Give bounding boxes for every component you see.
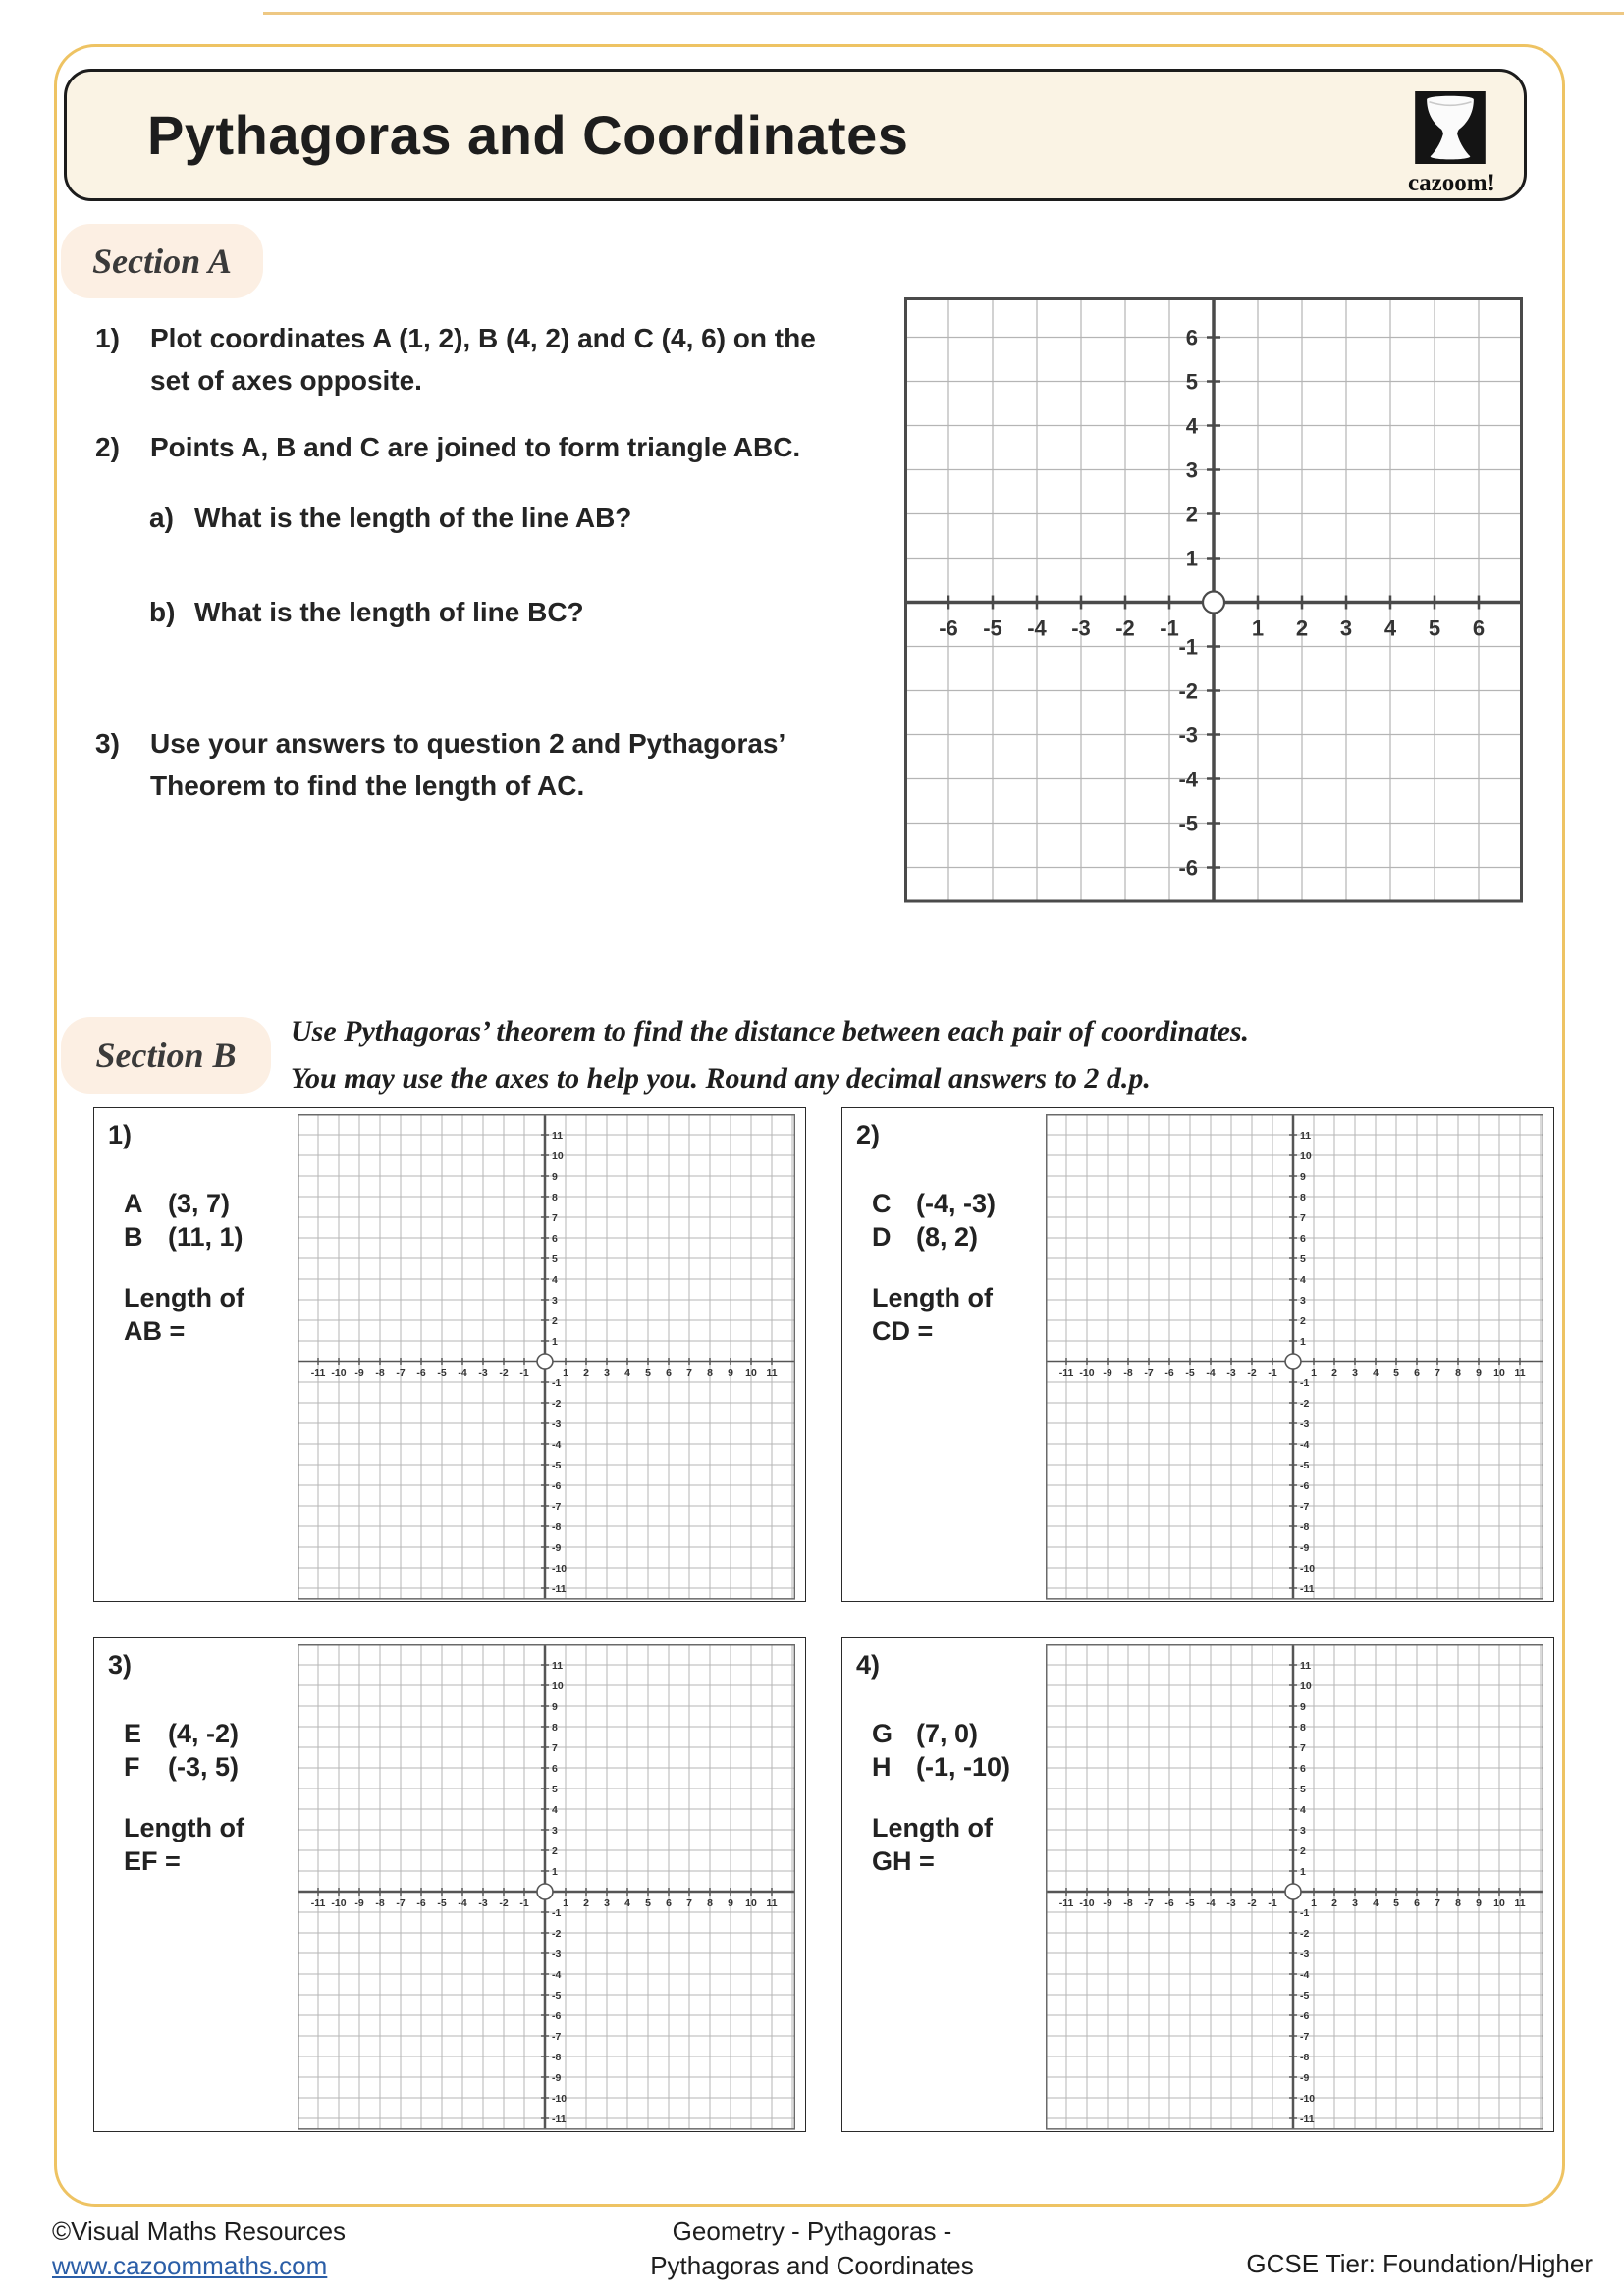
svg-text:5: 5 xyxy=(1299,1784,1306,1795)
svg-text:-1: -1 xyxy=(519,1897,529,1909)
svg-text:-4: -4 xyxy=(1206,1897,1216,1909)
svg-text:3: 3 xyxy=(551,1825,558,1837)
svg-text:-11: -11 xyxy=(1058,1897,1074,1909)
svg-text:-1: -1 xyxy=(519,1367,529,1379)
svg-text:-1: -1 xyxy=(1160,615,1179,641)
problem-4-number: 4) xyxy=(856,1650,881,1680)
svg-text:2: 2 xyxy=(1299,1315,1306,1327)
svg-text:6: 6 xyxy=(1299,1763,1306,1775)
svg-text:-2: -2 xyxy=(1299,1398,1310,1410)
svg-text:-11: -11 xyxy=(1299,1583,1315,1595)
svg-text:-9: -9 xyxy=(1103,1367,1112,1379)
svg-text:-8: -8 xyxy=(1299,2052,1310,2063)
svg-text:3: 3 xyxy=(1185,457,1198,483)
svg-text:10: 10 xyxy=(1493,1897,1505,1909)
problem-box-4 xyxy=(841,1637,1554,2132)
svg-text:6: 6 xyxy=(1299,1233,1306,1245)
svg-text:7: 7 xyxy=(686,1897,692,1909)
point-coords: (-3, 5) xyxy=(168,1752,240,1782)
svg-text:2: 2 xyxy=(1185,502,1198,527)
point-coords: (8, 2) xyxy=(916,1222,979,1252)
point-coords: (4, -2) xyxy=(168,1719,240,1748)
point-label: D xyxy=(872,1222,892,1252)
svg-text:5: 5 xyxy=(1299,1254,1306,1265)
svg-text:-3: -3 xyxy=(1071,615,1091,641)
svg-text:1: 1 xyxy=(551,1866,558,1878)
question-2a-text: What is the length of the line AB? xyxy=(194,503,632,533)
section-a-label: Section A xyxy=(92,241,232,281)
svg-text:-10: -10 xyxy=(331,1367,347,1379)
svg-text:-5: -5 xyxy=(1185,1897,1195,1909)
point-label: B xyxy=(124,1222,143,1252)
footer-topic-line2: Pythagoras and Coordinates xyxy=(650,2251,974,2280)
svg-text:4: 4 xyxy=(1383,615,1397,641)
svg-text:-4: -4 xyxy=(458,1897,467,1909)
svg-text:-6: -6 xyxy=(1164,1897,1174,1909)
brand-wordmark: cazoom! xyxy=(1408,170,1495,196)
svg-text:-9: -9 xyxy=(551,2072,562,2084)
svg-text:5: 5 xyxy=(645,1367,651,1379)
footer-tier: GCSE Tier: Foundation/Higher xyxy=(1246,2249,1593,2278)
svg-text:-3: -3 xyxy=(551,1949,562,1960)
svg-text:1: 1 xyxy=(1251,615,1265,641)
svg-text:-9: -9 xyxy=(354,1367,364,1379)
svg-text:-5: -5 xyxy=(1185,1367,1195,1379)
svg-text:3: 3 xyxy=(604,1897,610,1909)
svg-text:-2: -2 xyxy=(1178,678,1198,704)
svg-text:-5: -5 xyxy=(983,615,1002,641)
svg-text:2: 2 xyxy=(551,1845,558,1857)
svg-text:-3: -3 xyxy=(1299,1418,1310,1430)
svg-text:6: 6 xyxy=(1414,1367,1420,1379)
svg-text:-6: -6 xyxy=(416,1367,426,1379)
svg-text:-1: -1 xyxy=(551,1907,562,1919)
svg-text:-7: -7 xyxy=(551,1501,562,1513)
svg-text:10: 10 xyxy=(551,1150,564,1162)
svg-text:2: 2 xyxy=(1299,1845,1306,1857)
problem-box-1 xyxy=(93,1107,806,1602)
coordinate-grid-problem-3 xyxy=(298,1644,795,2130)
svg-text:7: 7 xyxy=(551,1212,558,1224)
svg-text:11: 11 xyxy=(1299,1130,1312,1142)
svg-text:1: 1 xyxy=(1311,1367,1317,1379)
svg-text:-11: -11 xyxy=(1299,2113,1315,2125)
svg-text:3: 3 xyxy=(1299,1295,1306,1307)
question-3-number: 3) xyxy=(95,728,120,759)
svg-text:-4: -4 xyxy=(1027,615,1047,641)
svg-text:4: 4 xyxy=(1299,1804,1306,1816)
svg-text:11: 11 xyxy=(1299,1660,1312,1672)
svg-text:-9: -9 xyxy=(1103,1897,1112,1909)
section-b-badge xyxy=(61,1017,271,1094)
question-2-text: Points A, B and C are joined to form triangle ABC. xyxy=(150,432,801,462)
svg-text:-5: -5 xyxy=(1178,811,1198,836)
svg-text:-1: -1 xyxy=(1268,1897,1277,1909)
svg-text:-3: -3 xyxy=(1226,1897,1236,1909)
svg-text:3: 3 xyxy=(604,1367,610,1379)
svg-text:-5: -5 xyxy=(1299,1460,1310,1471)
svg-text:10: 10 xyxy=(1493,1367,1505,1379)
svg-text:6: 6 xyxy=(666,1897,672,1909)
svg-text:6: 6 xyxy=(1472,615,1486,641)
svg-text:-2: -2 xyxy=(1247,1897,1257,1909)
svg-text:3: 3 xyxy=(1299,1825,1306,1837)
svg-text:-10: -10 xyxy=(551,2093,568,2105)
svg-text:-1: -1 xyxy=(1178,634,1198,660)
svg-text:-5: -5 xyxy=(551,1990,562,2002)
svg-text:-8: -8 xyxy=(375,1367,385,1379)
problem-4-answer-prompt: Length of GH = xyxy=(872,1813,993,1876)
svg-text:1: 1 xyxy=(1185,546,1198,571)
svg-text:11: 11 xyxy=(1514,1367,1526,1379)
svg-text:4: 4 xyxy=(551,1804,558,1816)
svg-text:5: 5 xyxy=(1185,369,1198,395)
svg-text:-9: -9 xyxy=(551,1542,562,1554)
svg-text:9: 9 xyxy=(551,1701,558,1713)
coordinate-grid-problem-1 xyxy=(298,1114,795,1600)
problem-2-answer-prompt: Length of CD = xyxy=(872,1283,993,1346)
svg-text:-8: -8 xyxy=(1299,1522,1310,1533)
svg-text:3: 3 xyxy=(1352,1897,1358,1909)
svg-text:-3: -3 xyxy=(1178,722,1198,748)
point-label: G xyxy=(872,1719,893,1748)
svg-text:5: 5 xyxy=(1393,1897,1399,1909)
svg-text:-6: -6 xyxy=(551,1480,562,1492)
svg-text:-10: -10 xyxy=(1299,2093,1316,2105)
svg-text:8: 8 xyxy=(707,1367,713,1379)
svg-text:-2: -2 xyxy=(551,1928,562,1940)
svg-text:4: 4 xyxy=(1373,1897,1379,1909)
svg-text:6: 6 xyxy=(1185,325,1198,350)
svg-text:-10: -10 xyxy=(331,1897,347,1909)
svg-text:-7: -7 xyxy=(396,1367,406,1379)
svg-text:-3: -3 xyxy=(1299,1949,1310,1960)
svg-text:-5: -5 xyxy=(437,1897,447,1909)
coordinate-grid-problem-2 xyxy=(1046,1114,1543,1600)
svg-text:-8: -8 xyxy=(375,1897,385,1909)
section-b-label: Section B xyxy=(95,1036,237,1075)
question-3-text: Use your answers to question 2 and Pythagoras’ Theorem to find the length of AC. xyxy=(150,728,786,801)
svg-text:-10: -10 xyxy=(1079,1897,1095,1909)
svg-text:7: 7 xyxy=(1299,1212,1306,1224)
svg-text:-2: -2 xyxy=(499,1897,509,1909)
section-a-badge xyxy=(61,224,263,298)
cazoom-logo xyxy=(1408,91,1495,197)
svg-text:-7: -7 xyxy=(1299,2031,1310,2043)
svg-text:-6: -6 xyxy=(1178,855,1198,881)
svg-text:9: 9 xyxy=(551,1171,558,1183)
svg-text:-11: -11 xyxy=(551,1583,567,1595)
svg-text:-2: -2 xyxy=(1115,615,1135,641)
svg-text:2: 2 xyxy=(1295,615,1309,641)
svg-text:-2: -2 xyxy=(499,1367,509,1379)
svg-text:-6: -6 xyxy=(1299,1480,1310,1492)
svg-text:8: 8 xyxy=(1455,1367,1461,1379)
svg-text:2: 2 xyxy=(551,1315,558,1327)
point-label: H xyxy=(872,1752,892,1782)
svg-text:4: 4 xyxy=(1299,1274,1306,1286)
point-coords: (-4, -3) xyxy=(916,1189,996,1218)
problem-2-number: 2) xyxy=(856,1120,881,1149)
svg-text:1: 1 xyxy=(551,1336,558,1348)
svg-text:-1: -1 xyxy=(1268,1367,1277,1379)
point-coords: (7, 0) xyxy=(916,1719,979,1748)
problem-3-points xyxy=(124,1717,239,1784)
svg-text:-2: -2 xyxy=(551,1398,562,1410)
svg-text:11: 11 xyxy=(551,1660,564,1672)
point-coords: (3, 7) xyxy=(168,1189,231,1218)
copyright-text: ©Visual Maths Resources xyxy=(52,2216,347,2246)
svg-text:10: 10 xyxy=(745,1897,757,1909)
svg-text:-11: -11 xyxy=(310,1367,326,1379)
svg-text:-9: -9 xyxy=(1299,1542,1310,1554)
svg-text:-7: -7 xyxy=(1144,1897,1154,1909)
svg-text:9: 9 xyxy=(1476,1367,1482,1379)
svg-text:-8: -8 xyxy=(551,2052,562,2063)
svg-text:1: 1 xyxy=(563,1367,568,1379)
svg-text:-9: -9 xyxy=(1299,2072,1310,2084)
svg-text:-4: -4 xyxy=(551,1969,562,1981)
svg-text:-7: -7 xyxy=(1144,1367,1154,1379)
svg-text:6: 6 xyxy=(666,1367,672,1379)
svg-text:10: 10 xyxy=(551,1681,564,1692)
problem-3-answer-prompt: Length of EF = xyxy=(124,1813,244,1876)
svg-text:-3: -3 xyxy=(478,1367,488,1379)
svg-text:5: 5 xyxy=(551,1784,558,1795)
svg-text:-11: -11 xyxy=(310,1897,326,1909)
svg-text:-1: -1 xyxy=(1299,1907,1310,1919)
svg-text:-6: -6 xyxy=(551,2010,562,2022)
question-1-text: Plot coordinates A (1, 2), B (4, 2) and C (4, 6) on the set of axes opposite. xyxy=(150,323,816,396)
svg-text:9: 9 xyxy=(728,1367,733,1379)
svg-text:-2: -2 xyxy=(1247,1367,1257,1379)
svg-text:-1: -1 xyxy=(551,1377,562,1389)
svg-text:-4: -4 xyxy=(458,1367,467,1379)
svg-text:9: 9 xyxy=(1476,1897,1482,1909)
svg-text:-9: -9 xyxy=(354,1897,364,1909)
question-2a-letter: a) xyxy=(149,503,174,533)
svg-text:10: 10 xyxy=(745,1367,757,1379)
problem-4-points xyxy=(872,1717,1010,1784)
footer-topic-line1: Geometry - Pythagoras - xyxy=(672,2216,952,2246)
svg-text:8: 8 xyxy=(551,1722,558,1734)
svg-text:-10: -10 xyxy=(551,1563,568,1575)
svg-text:8: 8 xyxy=(707,1897,713,1909)
question-2b-letter: b) xyxy=(149,597,176,627)
svg-text:11: 11 xyxy=(1514,1897,1526,1909)
svg-text:-11: -11 xyxy=(551,2113,567,2125)
svg-text:7: 7 xyxy=(1435,1367,1440,1379)
svg-text:-4: -4 xyxy=(1178,767,1198,792)
problem-1-answer-prompt: Length of AB = xyxy=(124,1283,244,1346)
question-1-number: 1) xyxy=(95,323,120,353)
svg-text:-3: -3 xyxy=(478,1897,488,1909)
svg-text:-6: -6 xyxy=(1299,2010,1310,2022)
question-3 xyxy=(95,722,785,807)
svg-text:3: 3 xyxy=(1352,1367,1358,1379)
svg-text:-10: -10 xyxy=(1299,1563,1316,1575)
coordinate-grid-problem-4 xyxy=(1046,1644,1543,2130)
question-2a xyxy=(149,497,631,539)
point-label: A xyxy=(124,1189,143,1218)
svg-text:5: 5 xyxy=(1393,1367,1399,1379)
svg-text:-10: -10 xyxy=(1079,1367,1095,1379)
svg-text:8: 8 xyxy=(1455,1897,1461,1909)
svg-text:-3: -3 xyxy=(1226,1367,1236,1379)
svg-text:7: 7 xyxy=(1299,1742,1306,1754)
svg-text:-5: -5 xyxy=(437,1367,447,1379)
svg-text:8: 8 xyxy=(551,1192,558,1203)
svg-text:-5: -5 xyxy=(551,1460,562,1471)
svg-text:-6: -6 xyxy=(1164,1367,1174,1379)
question-2b-text: What is the length of line BC? xyxy=(194,597,584,627)
svg-text:-3: -3 xyxy=(551,1418,562,1430)
problem-box-3 xyxy=(93,1637,806,2132)
problem-1-number: 1) xyxy=(108,1120,133,1149)
problem-box-2 xyxy=(841,1107,1554,1602)
svg-text:7: 7 xyxy=(551,1742,558,1754)
svg-text:-1: -1 xyxy=(1299,1377,1310,1389)
svg-text:9: 9 xyxy=(1299,1701,1306,1713)
svg-text:5: 5 xyxy=(645,1897,651,1909)
question-2-number: 2) xyxy=(95,432,120,462)
svg-text:10: 10 xyxy=(1299,1150,1312,1162)
svg-text:-8: -8 xyxy=(1123,1897,1133,1909)
svg-text:6: 6 xyxy=(551,1763,558,1775)
svg-text:11: 11 xyxy=(766,1897,778,1909)
page-title: Pythagoras and Coordinates xyxy=(147,104,909,166)
point-label: F xyxy=(124,1752,140,1782)
svg-text:11: 11 xyxy=(551,1130,564,1142)
svg-text:-7: -7 xyxy=(396,1897,406,1909)
svg-text:1: 1 xyxy=(1311,1897,1317,1909)
svg-text:-5: -5 xyxy=(1299,1990,1310,2002)
point-coords: (-1, -10) xyxy=(916,1752,1011,1782)
svg-text:8: 8 xyxy=(1299,1192,1306,1203)
coordinate-grid-section-a xyxy=(904,297,1523,903)
problem-2-points xyxy=(872,1187,996,1254)
drum-icon xyxy=(1409,151,1491,168)
problem-1-points xyxy=(124,1187,244,1254)
svg-text:-6: -6 xyxy=(416,1897,426,1909)
point-label: E xyxy=(124,1719,142,1748)
svg-text:1: 1 xyxy=(1299,1866,1306,1878)
svg-text:-8: -8 xyxy=(551,1522,562,1533)
svg-text:-4: -4 xyxy=(1299,1439,1310,1451)
svg-text:7: 7 xyxy=(1435,1897,1440,1909)
svg-text:7: 7 xyxy=(686,1367,692,1379)
svg-text:10: 10 xyxy=(1299,1681,1312,1692)
svg-text:1: 1 xyxy=(1299,1336,1306,1348)
svg-text:4: 4 xyxy=(624,1897,630,1909)
svg-text:-4: -4 xyxy=(551,1439,562,1451)
svg-text:-6: -6 xyxy=(939,615,958,641)
question-2b xyxy=(149,591,584,633)
svg-text:6: 6 xyxy=(551,1233,558,1245)
svg-text:5: 5 xyxy=(551,1254,558,1265)
svg-text:-2: -2 xyxy=(1299,1928,1310,1940)
svg-text:11: 11 xyxy=(766,1367,778,1379)
svg-text:9: 9 xyxy=(1299,1171,1306,1183)
point-label: C xyxy=(872,1189,892,1218)
svg-text:4: 4 xyxy=(551,1274,558,1286)
svg-text:1: 1 xyxy=(563,1897,568,1909)
svg-text:5: 5 xyxy=(1428,615,1441,641)
svg-text:2: 2 xyxy=(1331,1367,1337,1379)
svg-text:2: 2 xyxy=(1331,1897,1337,1909)
svg-text:4: 4 xyxy=(1185,413,1198,439)
svg-text:-8: -8 xyxy=(1123,1367,1133,1379)
svg-text:-7: -7 xyxy=(551,2031,562,2043)
svg-text:3: 3 xyxy=(551,1295,558,1307)
question-1 xyxy=(95,317,816,401)
svg-text:2: 2 xyxy=(583,1897,589,1909)
svg-text:2: 2 xyxy=(583,1367,589,1379)
svg-text:-4: -4 xyxy=(1206,1367,1216,1379)
svg-text:8: 8 xyxy=(1299,1722,1306,1734)
svg-text:-11: -11 xyxy=(1058,1367,1074,1379)
svg-text:3: 3 xyxy=(1339,615,1353,641)
website-link[interactable]: www.cazoommaths.com xyxy=(52,2251,328,2280)
question-2 xyxy=(95,426,800,468)
header xyxy=(64,69,1527,201)
svg-text:9: 9 xyxy=(728,1897,733,1909)
top-rule xyxy=(263,12,1624,15)
point-coords: (11, 1) xyxy=(168,1222,244,1252)
svg-text:-4: -4 xyxy=(1299,1969,1310,1981)
section-b-instructions: Use Pythagoras’ theorem to find the distance between each pair of coordinates. You may use the axes to help you. Round any decimal answers to 2 d.p. xyxy=(291,1015,1250,1095)
svg-text:6: 6 xyxy=(1414,1897,1420,1909)
svg-text:4: 4 xyxy=(1373,1367,1379,1379)
svg-text:4: 4 xyxy=(624,1367,630,1379)
problem-3-number: 3) xyxy=(108,1650,133,1680)
svg-text:-7: -7 xyxy=(1299,1501,1310,1513)
